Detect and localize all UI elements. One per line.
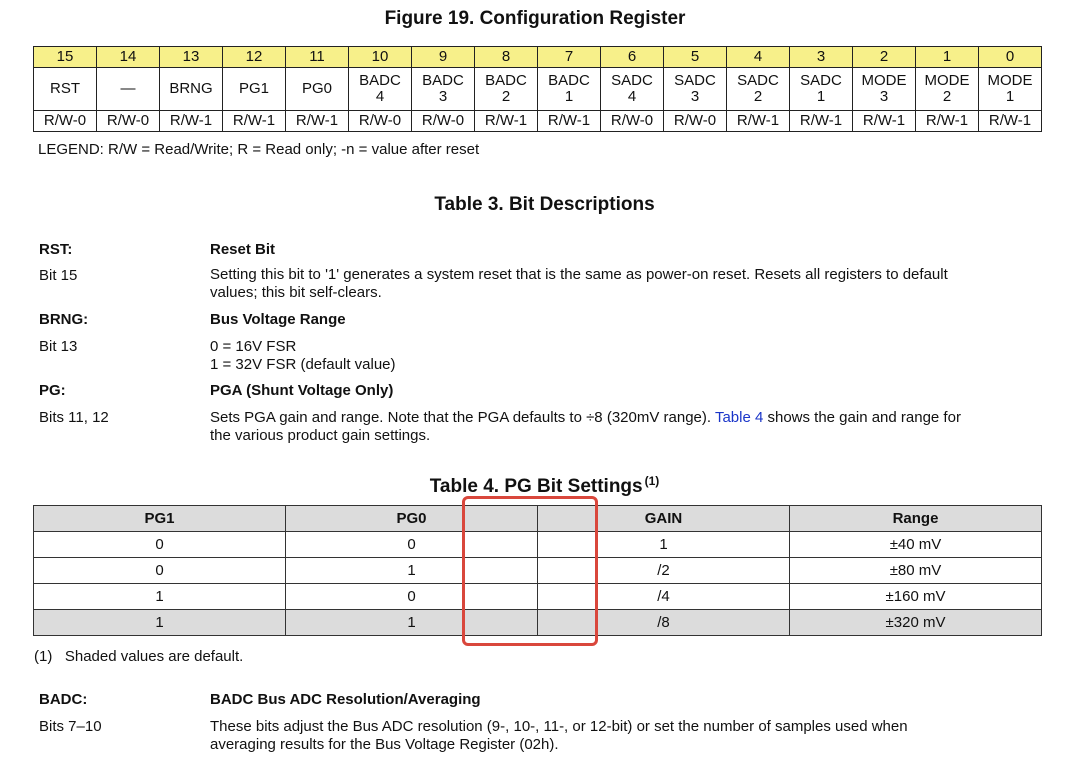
field-name-cell bbox=[538, 68, 601, 111]
bit-number-cell: 15 bbox=[34, 47, 97, 68]
table4-title-text: Table 4. PG Bit Settings bbox=[429, 476, 643, 497]
pg-description-text: shows the gain and range for bbox=[763, 409, 961, 426]
figure-title: Figure 19. Configuration Register bbox=[384, 8, 686, 29]
bit-number-cell: 11 bbox=[286, 47, 349, 68]
field-name-cell bbox=[34, 68, 97, 111]
access-row bbox=[34, 111, 1042, 132]
access-cell: R/W-1 bbox=[790, 111, 853, 132]
bit-number-cell: 5 bbox=[664, 47, 727, 68]
bit-number-cell: 9 bbox=[412, 47, 475, 68]
bit-number-cell: 14 bbox=[97, 47, 160, 68]
table-row bbox=[34, 558, 1042, 584]
badc-bits: Bits 7–10 bbox=[39, 718, 102, 735]
rst-description-line: Setting this bit to '1' generates a system reset that is the same as power-on reset. Resets all registers to default bbox=[210, 266, 948, 283]
field-name-part: 2 bbox=[942, 88, 952, 105]
badc-description bbox=[210, 718, 1030, 754]
pg-table-cell: /4 bbox=[538, 584, 790, 610]
field-name-cell bbox=[97, 68, 160, 111]
access-cell: R/W-1 bbox=[727, 111, 790, 132]
field-name-cell bbox=[412, 68, 475, 111]
field-name-row bbox=[34, 68, 1042, 111]
field-name-part: PG1 bbox=[238, 80, 269, 97]
field-name-cell bbox=[160, 68, 223, 111]
field-name-cell bbox=[979, 68, 1042, 111]
bit-number-cell: 12 bbox=[223, 47, 286, 68]
access-cell: R/W-0 bbox=[664, 111, 727, 132]
field-name-part: 3 bbox=[438, 88, 448, 105]
table-row bbox=[34, 610, 1042, 636]
rst-description-line: values; this bit self-clears. bbox=[210, 284, 382, 301]
brng-description bbox=[210, 338, 1030, 374]
rst-heading: Reset Bit bbox=[210, 241, 276, 258]
field-name-part: 2 bbox=[501, 88, 511, 105]
pg-table-cell: ±160 mV bbox=[790, 584, 1042, 610]
pg-table-cell: 1 bbox=[286, 558, 538, 584]
register-legend: LEGEND: R/W = Read/Write; R = Read only; -n = value after reset bbox=[38, 141, 480, 158]
access-cell: R/W-1 bbox=[853, 111, 916, 132]
field-name-cell bbox=[790, 68, 853, 111]
pg-description-line: the various product gain settings. bbox=[210, 427, 431, 444]
field-name-cell bbox=[727, 68, 790, 111]
pg-table-header-cell: PG0 bbox=[286, 506, 538, 532]
access-cell: R/W-1 bbox=[538, 111, 601, 132]
brng-description-line: 0 = 16V FSR bbox=[210, 338, 297, 355]
field-name-cell bbox=[349, 68, 412, 111]
bit-number-cell: 4 bbox=[727, 47, 790, 68]
field-name-part: 4 bbox=[627, 88, 637, 105]
bit-number-row bbox=[34, 47, 1042, 68]
field-name-cell bbox=[475, 68, 538, 111]
access-cell: R/W-0 bbox=[601, 111, 664, 132]
field-name-part: BRNG bbox=[169, 80, 213, 97]
bit-number-cell: 7 bbox=[538, 47, 601, 68]
access-cell: R/W-0 bbox=[349, 111, 412, 132]
bit-number-cell: 2 bbox=[853, 47, 916, 68]
pg-table-cell: 0 bbox=[34, 532, 286, 558]
access-cell: R/W-1 bbox=[223, 111, 286, 132]
pg-description bbox=[210, 409, 1030, 445]
rst-description bbox=[210, 266, 1030, 302]
access-cell: R/W-0 bbox=[412, 111, 475, 132]
pg-heading: PGA (Shunt Voltage Only) bbox=[210, 382, 394, 399]
pg-table-cell: ±80 mV bbox=[790, 558, 1042, 584]
pg-table-cell: 1 bbox=[34, 584, 286, 610]
footnote-text: Shaded values are default. bbox=[64, 648, 244, 665]
pg-description-text: Sets PGA gain and range. Note that the PGA defaults to ÷8 (320mV range). bbox=[210, 409, 715, 426]
brng-bits: Bit 13 bbox=[39, 338, 78, 355]
pg-table-cell: 0 bbox=[286, 532, 538, 558]
field-name-cell bbox=[601, 68, 664, 111]
field-name-part: SADC bbox=[737, 72, 779, 89]
badc-description-line: These bits adjust the Bus ADC resolution (9-, 10-, 11-, or 12-bit) or set the number of samples used when bbox=[210, 718, 908, 735]
access-cell: R/W-1 bbox=[160, 111, 223, 132]
field-name-cell bbox=[853, 68, 916, 111]
access-cell: R/W-1 bbox=[286, 111, 349, 132]
bit-number-cell: 8 bbox=[475, 47, 538, 68]
badc-name: BADC: bbox=[39, 691, 88, 708]
field-name-cell bbox=[916, 68, 979, 111]
pg-table-cell: /2 bbox=[538, 558, 790, 584]
table3-title: Table 3. Bit Descriptions bbox=[434, 194, 655, 215]
field-name-part: BADC bbox=[548, 72, 590, 89]
field-name-part: 1 bbox=[564, 88, 574, 105]
brng-description-line: 1 = 32V FSR (default value) bbox=[210, 356, 396, 373]
table4-link[interactable]: Table 4 bbox=[714, 409, 764, 426]
pg-table-header-cell: GAIN bbox=[538, 506, 790, 532]
configuration-register-table bbox=[33, 46, 1042, 132]
field-name-part: 3 bbox=[690, 88, 700, 105]
field-name-part: 1 bbox=[1005, 88, 1015, 105]
pg-table-cell: 0 bbox=[286, 584, 538, 610]
badc-description-line: averaging results for the Bus Voltage Register (02h). bbox=[210, 736, 559, 753]
pg-table-header-cell: Range bbox=[790, 506, 1042, 532]
field-name-part: 3 bbox=[879, 88, 889, 105]
access-cell: R/W-0 bbox=[97, 111, 160, 132]
pg-table-header-row bbox=[34, 506, 1042, 532]
pg-table-header-cell: PG1 bbox=[34, 506, 286, 532]
field-name-part: PG0 bbox=[301, 80, 332, 97]
footnote-mark: (1) bbox=[34, 648, 53, 665]
field-name-cell bbox=[286, 68, 349, 111]
access-cell: R/W-1 bbox=[475, 111, 538, 132]
field-name-cell bbox=[664, 68, 727, 111]
table-row bbox=[34, 584, 1042, 610]
pg-name: PG: bbox=[39, 382, 66, 399]
pg-table-cell: /8 bbox=[538, 610, 790, 636]
pg-bits: Bits 11, 12 bbox=[39, 409, 109, 426]
field-name-part: — bbox=[120, 80, 136, 97]
brng-heading: Bus Voltage Range bbox=[210, 311, 346, 328]
field-name-part: BADC bbox=[422, 72, 464, 89]
field-name-part: BADC bbox=[359, 72, 401, 89]
field-name-part: SADC bbox=[674, 72, 716, 89]
bit-number-cell: 13 bbox=[160, 47, 223, 68]
field-name-part: 1 bbox=[816, 88, 826, 105]
rst-bits: Bit 15 bbox=[39, 267, 78, 284]
brng-name: BRNG: bbox=[39, 311, 89, 328]
pg-table-cell: 0 bbox=[34, 558, 286, 584]
bit-number-cell: 0 bbox=[979, 47, 1042, 68]
pg-table-cell: ±320 mV bbox=[790, 610, 1042, 636]
pg-table-cell: ±40 mV bbox=[790, 532, 1042, 558]
badc-heading: BADC Bus ADC Resolution/Averaging bbox=[210, 691, 481, 708]
pg-table-cell: 1 bbox=[286, 610, 538, 636]
pg-bit-settings-table bbox=[33, 505, 1042, 636]
rst-name: RST: bbox=[39, 241, 73, 258]
field-name-cell bbox=[223, 68, 286, 111]
table-row bbox=[34, 532, 1042, 558]
field-name-part: SADC bbox=[800, 72, 842, 89]
field-name-part: 4 bbox=[375, 88, 385, 105]
table4-title bbox=[0, 474, 1070, 498]
access-cell: R/W-1 bbox=[979, 111, 1042, 132]
table4-footnote-ref: (1) bbox=[644, 474, 660, 488]
access-cell: R/W-1 bbox=[916, 111, 979, 132]
pg-table-cell: 1 bbox=[34, 610, 286, 636]
bit-number-cell: 6 bbox=[601, 47, 664, 68]
field-name-part: RST bbox=[50, 80, 80, 97]
field-name-part: MODE bbox=[861, 72, 907, 89]
field-name-part: SADC bbox=[611, 72, 653, 89]
bit-number-cell: 1 bbox=[916, 47, 979, 68]
bit-number-cell: 10 bbox=[349, 47, 412, 68]
field-name-part: MODE bbox=[987, 72, 1033, 89]
field-name-part: 2 bbox=[753, 88, 763, 105]
table4-footnote bbox=[34, 648, 243, 665]
field-name-part: BADC bbox=[485, 72, 527, 89]
access-cell: R/W-0 bbox=[34, 111, 97, 132]
pg-table-cell: 1 bbox=[538, 532, 790, 558]
pg-description-line bbox=[210, 409, 1030, 427]
field-name-part: MODE bbox=[924, 72, 970, 89]
bit-number-cell: 3 bbox=[790, 47, 853, 68]
